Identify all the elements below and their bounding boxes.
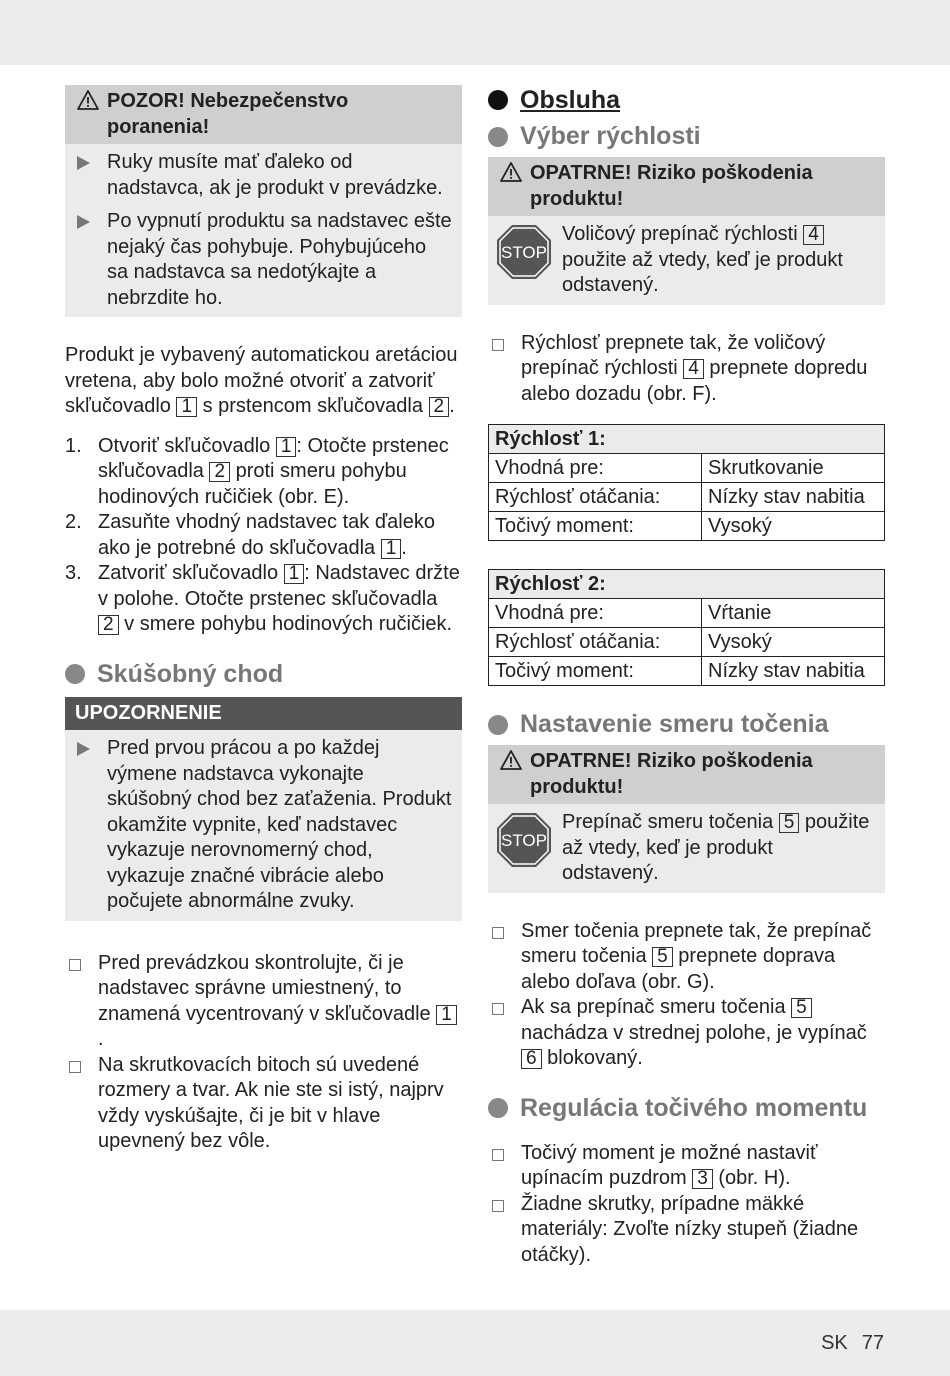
check-list — [488, 919, 885, 1072]
triangle-bullet-icon — [77, 215, 90, 229]
table-row: Vhodná pre: Skrutkovanie — [489, 454, 885, 483]
check-item: Pred prevádzkou skontrolujte, či je nadstavec správne umiestnený, to znamená vycentrovaný v skľučovadle 1. — [65, 951, 462, 1053]
checkbox-square-icon — [492, 339, 504, 351]
warning-icon — [500, 750, 522, 770]
caution-text: Prepínač smeru točenia 5 použite až vtedy, keď je produkt odstavený. — [562, 811, 870, 884]
page-number — [821, 1332, 884, 1355]
ref-number: 5 — [652, 947, 673, 967]
ref-number: 2 — [429, 397, 450, 417]
footer-band — [0, 1310, 950, 1376]
bullet-dot-icon — [488, 127, 508, 147]
notice-item — [65, 736, 452, 915]
section-heading-torque: Regulácia točivého momentu — [488, 1094, 885, 1123]
table-title: Rýchlosť 1: — [489, 425, 885, 454]
bullet-dot-icon — [488, 1098, 508, 1118]
warning-item-text: Po vypnutí produktu sa nadstavec ešte nejaký čas pohybuje. Pohybujúceho sa nadstavca sa nedotýkajte a nebrzdite ho. — [107, 210, 452, 309]
table-title: Rýchlosť 2: — [489, 570, 885, 599]
ref-number: 5 — [791, 998, 812, 1018]
check-item: Rýchlosť prepnete tak, že voličový prepínač rýchlosti 4 prepnete dopredu alebo dozadu (obr. F). — [488, 331, 885, 408]
right-column — [488, 85, 885, 1268]
check-item: Točivý moment je možné nastaviť upínacím puzdrom 3 (obr. H). — [488, 1141, 885, 1192]
warning-icon — [77, 90, 99, 110]
table-row: Vhodná pre: Vŕtanie — [489, 599, 885, 628]
check-item: Žiadne skrutky, prípadne mäkké materiály: Zvoľte nízky stupeň (žiadne otáčky). — [488, 1192, 885, 1269]
checkbox-square-icon — [69, 1061, 81, 1073]
warning-title-text: POZOR! Nebezpečenstvo poranenia! — [107, 90, 349, 138]
stop-sign-icon — [496, 812, 552, 868]
check-list — [65, 951, 462, 1155]
checkbox-square-icon — [492, 927, 504, 939]
ref-number: 6 — [521, 1049, 542, 1069]
main-heading: Obsluha — [488, 85, 885, 115]
ref-number: 1 — [176, 397, 197, 417]
ref-number: 2 — [98, 615, 119, 635]
steps-list — [65, 434, 462, 638]
caution-title: OPATRNE! Riziko poškodenia produktu! — [488, 745, 885, 804]
speed1-table — [488, 424, 885, 541]
check-item: Smer točenia prepnete tak, že prepínač smeru točenia 5 prepnete doprava alebo doľava (obr. G). — [488, 919, 885, 996]
warning-box — [65, 85, 462, 317]
table-row: Točivý moment: Nízky stav nabitia — [489, 657, 885, 686]
table-row: Točivý moment: Vysoký — [489, 512, 885, 541]
caution-box-speed — [488, 157, 885, 305]
speed2-table — [488, 569, 885, 686]
svg-text:STOP: STOP — [501, 243, 547, 262]
triangle-bullet-icon — [77, 742, 90, 756]
caution-text: Voličový prepínač rýchlosti 4 použite až vtedy, keď je produkt odstavený. — [562, 223, 843, 296]
triangle-bullet-icon — [77, 156, 90, 170]
warning-item-text: Ruky musíte mať ďaleko od nadstavca, ak je produkt v prevádzke. — [107, 151, 443, 199]
warning-icon — [500, 162, 522, 182]
step-item: 1. Otvoriť skľučovadlo 1 : Otočte prstenec skľučovadla 2 proti smeru pohybu hodinových ručičiek (obr. E). — [65, 434, 449, 508]
caution-title: OPATRNE! Riziko poškodenia produktu! — [488, 157, 885, 216]
section-heading-direction: Nastavenie smeru točenia — [488, 710, 885, 739]
check-list — [488, 1141, 885, 1269]
check-item: Ak sa prepínač smeru točenia 5 nachádza v strednej polohe, je vypínač 6 blokovaný. — [488, 995, 885, 1072]
notice-item-text: Pred prvou prácou a po každej výmene nadstavca vykonajte skúšobný chod bez zaťaženia. Produkt okamžite vypnite, keď nadstavec vykazuje nerovnomerný chod, vykazuje značné vibrácie alebo počujete abnormálne zvuky. — [107, 737, 452, 912]
intro-paragraph: Produkt je vybavený automatickou aretáciou vretena, aby bolo možné otvoriť a zatvoriť skľučovadlo 1 s prstencom skľučovadla 2 . — [65, 344, 458, 417]
header-band — [0, 0, 950, 65]
table-row: Rýchlosť otáčania: Vysoký — [489, 628, 885, 657]
checkbox-square-icon — [69, 959, 81, 971]
warning-item — [65, 150, 452, 201]
stop-sign-icon — [496, 224, 552, 280]
check-item: Na skrutkovacích bitoch sú uvedené rozmery a tvar. Ak nie ste si istý, najprv vždy vyskúšajte, či je bit v hlave upevnený bez vôle. — [65, 1053, 462, 1155]
checkbox-square-icon — [492, 1200, 504, 1212]
ref-number: 2 — [209, 462, 230, 482]
ref-number: 1 — [284, 564, 305, 584]
step-item: 2. Zasuňte vhodný nadstavec tak ďaleko ako je potrebné do skľučovadla 1 . — [65, 511, 435, 559]
bullet-dot-icon — [488, 715, 508, 735]
checkbox-square-icon — [492, 1003, 504, 1015]
language-code: SK — [821, 1332, 848, 1354]
ref-number: 1 — [276, 437, 297, 457]
step-item: 3. Zatvoriť skľučovadlo 1 : Nadstavec držte v polohe. Otočte prstenec skľučovadla 2 v smere pohybu hodinových ručičiek. — [65, 562, 460, 635]
ref-number: 5 — [779, 813, 800, 833]
ref-number: 1 — [436, 1005, 457, 1025]
bullet-dot-icon — [65, 664, 85, 684]
warning-title — [65, 85, 462, 144]
ref-number: 4 — [803, 225, 824, 245]
ref-number: 1 — [381, 539, 402, 559]
warning-item — [65, 209, 452, 311]
checkbox-square-icon — [492, 1149, 504, 1161]
notice-box — [65, 697, 462, 921]
caution-box-direction — [488, 745, 885, 893]
section-heading-test-run: Skúšobný chod — [65, 660, 462, 689]
page-number-value: 77 — [861, 1332, 884, 1354]
ref-number: 4 — [683, 359, 704, 379]
left-column — [65, 85, 462, 1155]
svg-text:STOP: STOP — [501, 831, 547, 850]
table-row: Rýchlosť otáčania: Nízky stav nabitia — [489, 483, 885, 512]
ref-number: 3 — [692, 1169, 713, 1189]
section-heading-speed: Výber rýchlosti — [488, 122, 885, 151]
bullet-dot-icon — [488, 90, 508, 110]
notice-title: UPOZORNENIE — [65, 697, 462, 731]
